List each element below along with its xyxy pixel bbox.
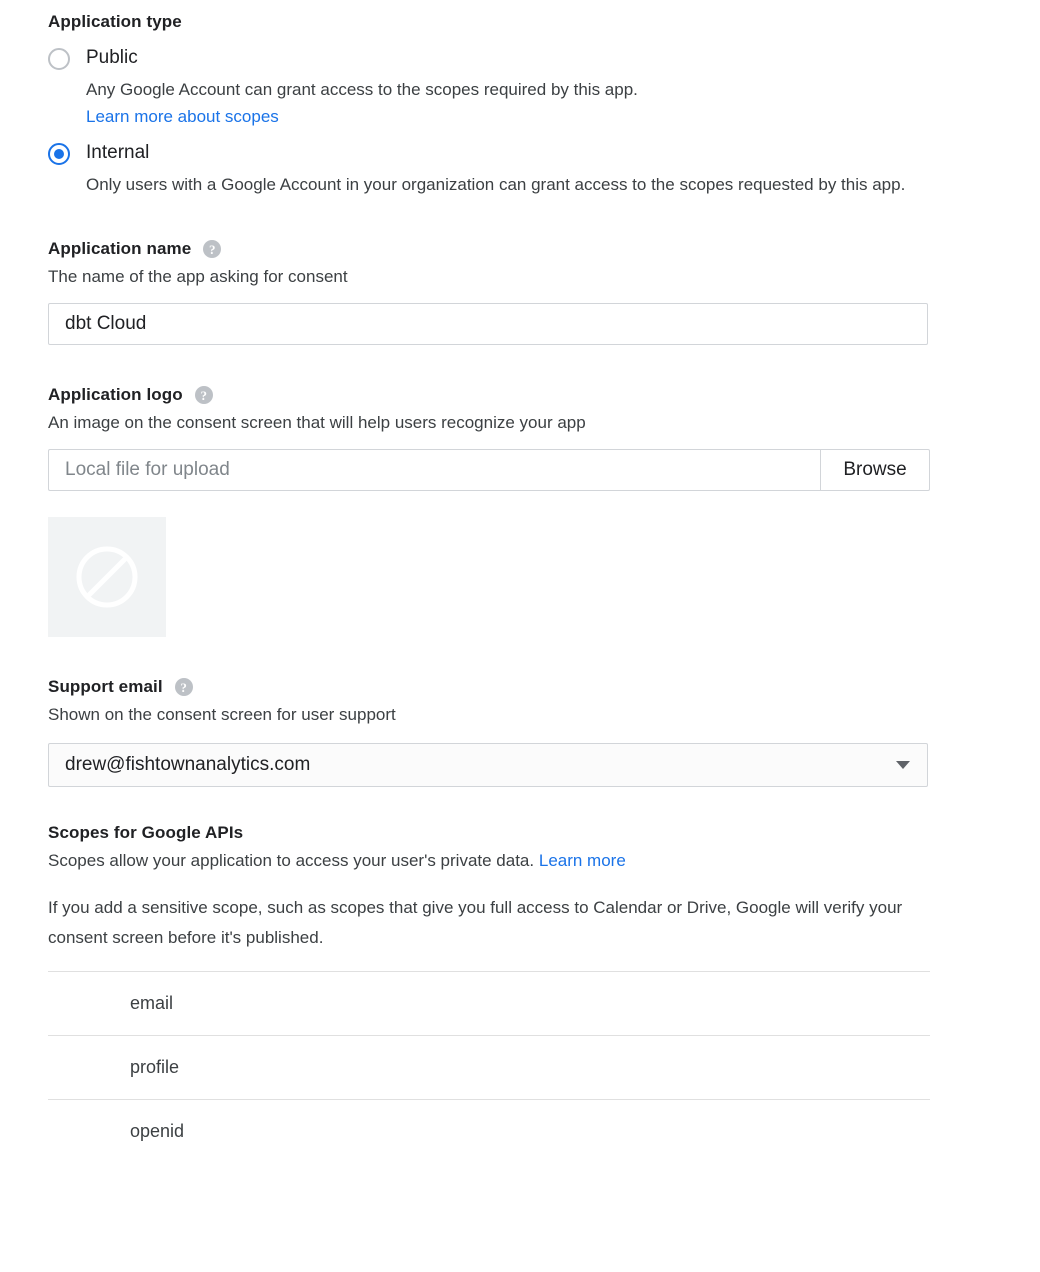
support-email-select-wrap: [48, 743, 928, 787]
support-email-selected-value: drew@fishtownanalytics.com: [65, 754, 311, 775]
radio-option-public[interactable]: [48, 46, 992, 127]
application-name-field: [48, 239, 992, 345]
scope-name: openid: [130, 1121, 185, 1142]
application-logo-sublabel: An image on the consent screen that will help users recognize your app: [48, 413, 586, 432]
scope-checkbox-cell[interactable]: [48, 972, 128, 1036]
help-icon[interactable]: ?: [195, 386, 213, 404]
radio-internal-description: Only users with a Google Account in your organization can grant access to the scopes requested by this app.: [86, 175, 906, 194]
support-email-field: [48, 677, 992, 787]
radio-public-description: Any Google Account can grant access to the scopes required by this app.: [86, 80, 638, 99]
scopes-description: Scopes allow your application to access your user's private data.: [48, 851, 535, 870]
table-row[interactable]: [48, 972, 930, 1036]
scopes-learn-more-link[interactable]: Learn more: [538, 851, 626, 870]
scopes-note: If you add a sensitive scope, such as scopes that give you full access to Calendar or Drive, Google will verify your consent screen before it's published.: [48, 898, 903, 947]
table-row[interactable]: [48, 1100, 930, 1164]
scope-name: profile: [130, 1057, 180, 1077]
no-image-icon: [71, 541, 143, 613]
scopes-section: [48, 823, 992, 1164]
application-type-title: Application type: [48, 12, 182, 31]
radio-option-internal[interactable]: [48, 141, 992, 199]
table-row[interactable]: [48, 1036, 930, 1100]
help-icon[interactable]: ?: [203, 240, 221, 258]
radio-internal-control[interactable]: [48, 143, 70, 165]
application-name-label: Application name: [48, 239, 192, 258]
support-email-select[interactable]: [48, 743, 928, 787]
scope-checkbox-cell[interactable]: [48, 1036, 128, 1100]
support-email-label-row: [48, 677, 992, 697]
radio-public-control[interactable]: [48, 48, 70, 70]
application-logo-label-row: [48, 385, 992, 405]
scopes-title: Scopes for Google APIs: [48, 823, 244, 842]
scopes-table: [48, 971, 930, 1164]
scope-checkbox-cell[interactable]: [48, 1100, 128, 1164]
radio-public-body: [86, 46, 638, 127]
browse-button[interactable]: Browse: [820, 449, 930, 491]
logo-upload-row: [48, 449, 930, 491]
consent-screen-form: [0, 12, 1040, 1272]
scopes-description-row: [48, 849, 992, 873]
learn-more-about-scopes-link[interactable]: Learn more about scopes: [86, 107, 279, 126]
application-logo-field: [48, 385, 992, 637]
application-logo-label: Application logo: [48, 385, 183, 404]
radio-internal-label: Internal: [86, 142, 150, 163]
application-name-input[interactable]: [48, 303, 928, 345]
support-email-label: Support email: [48, 677, 163, 696]
logo-preview: [48, 517, 166, 637]
scope-name: email: [130, 993, 174, 1013]
support-email-sublabel: Shown on the consent screen for user support: [48, 705, 396, 724]
radio-public-label: Public: [86, 47, 138, 68]
application-name-sublabel: The name of the app asking for consent: [48, 267, 348, 286]
radio-internal-body: [86, 141, 905, 199]
logo-file-input[interactable]: [48, 449, 820, 491]
help-icon[interactable]: ?: [175, 678, 193, 696]
application-name-label-row: [48, 239, 992, 259]
